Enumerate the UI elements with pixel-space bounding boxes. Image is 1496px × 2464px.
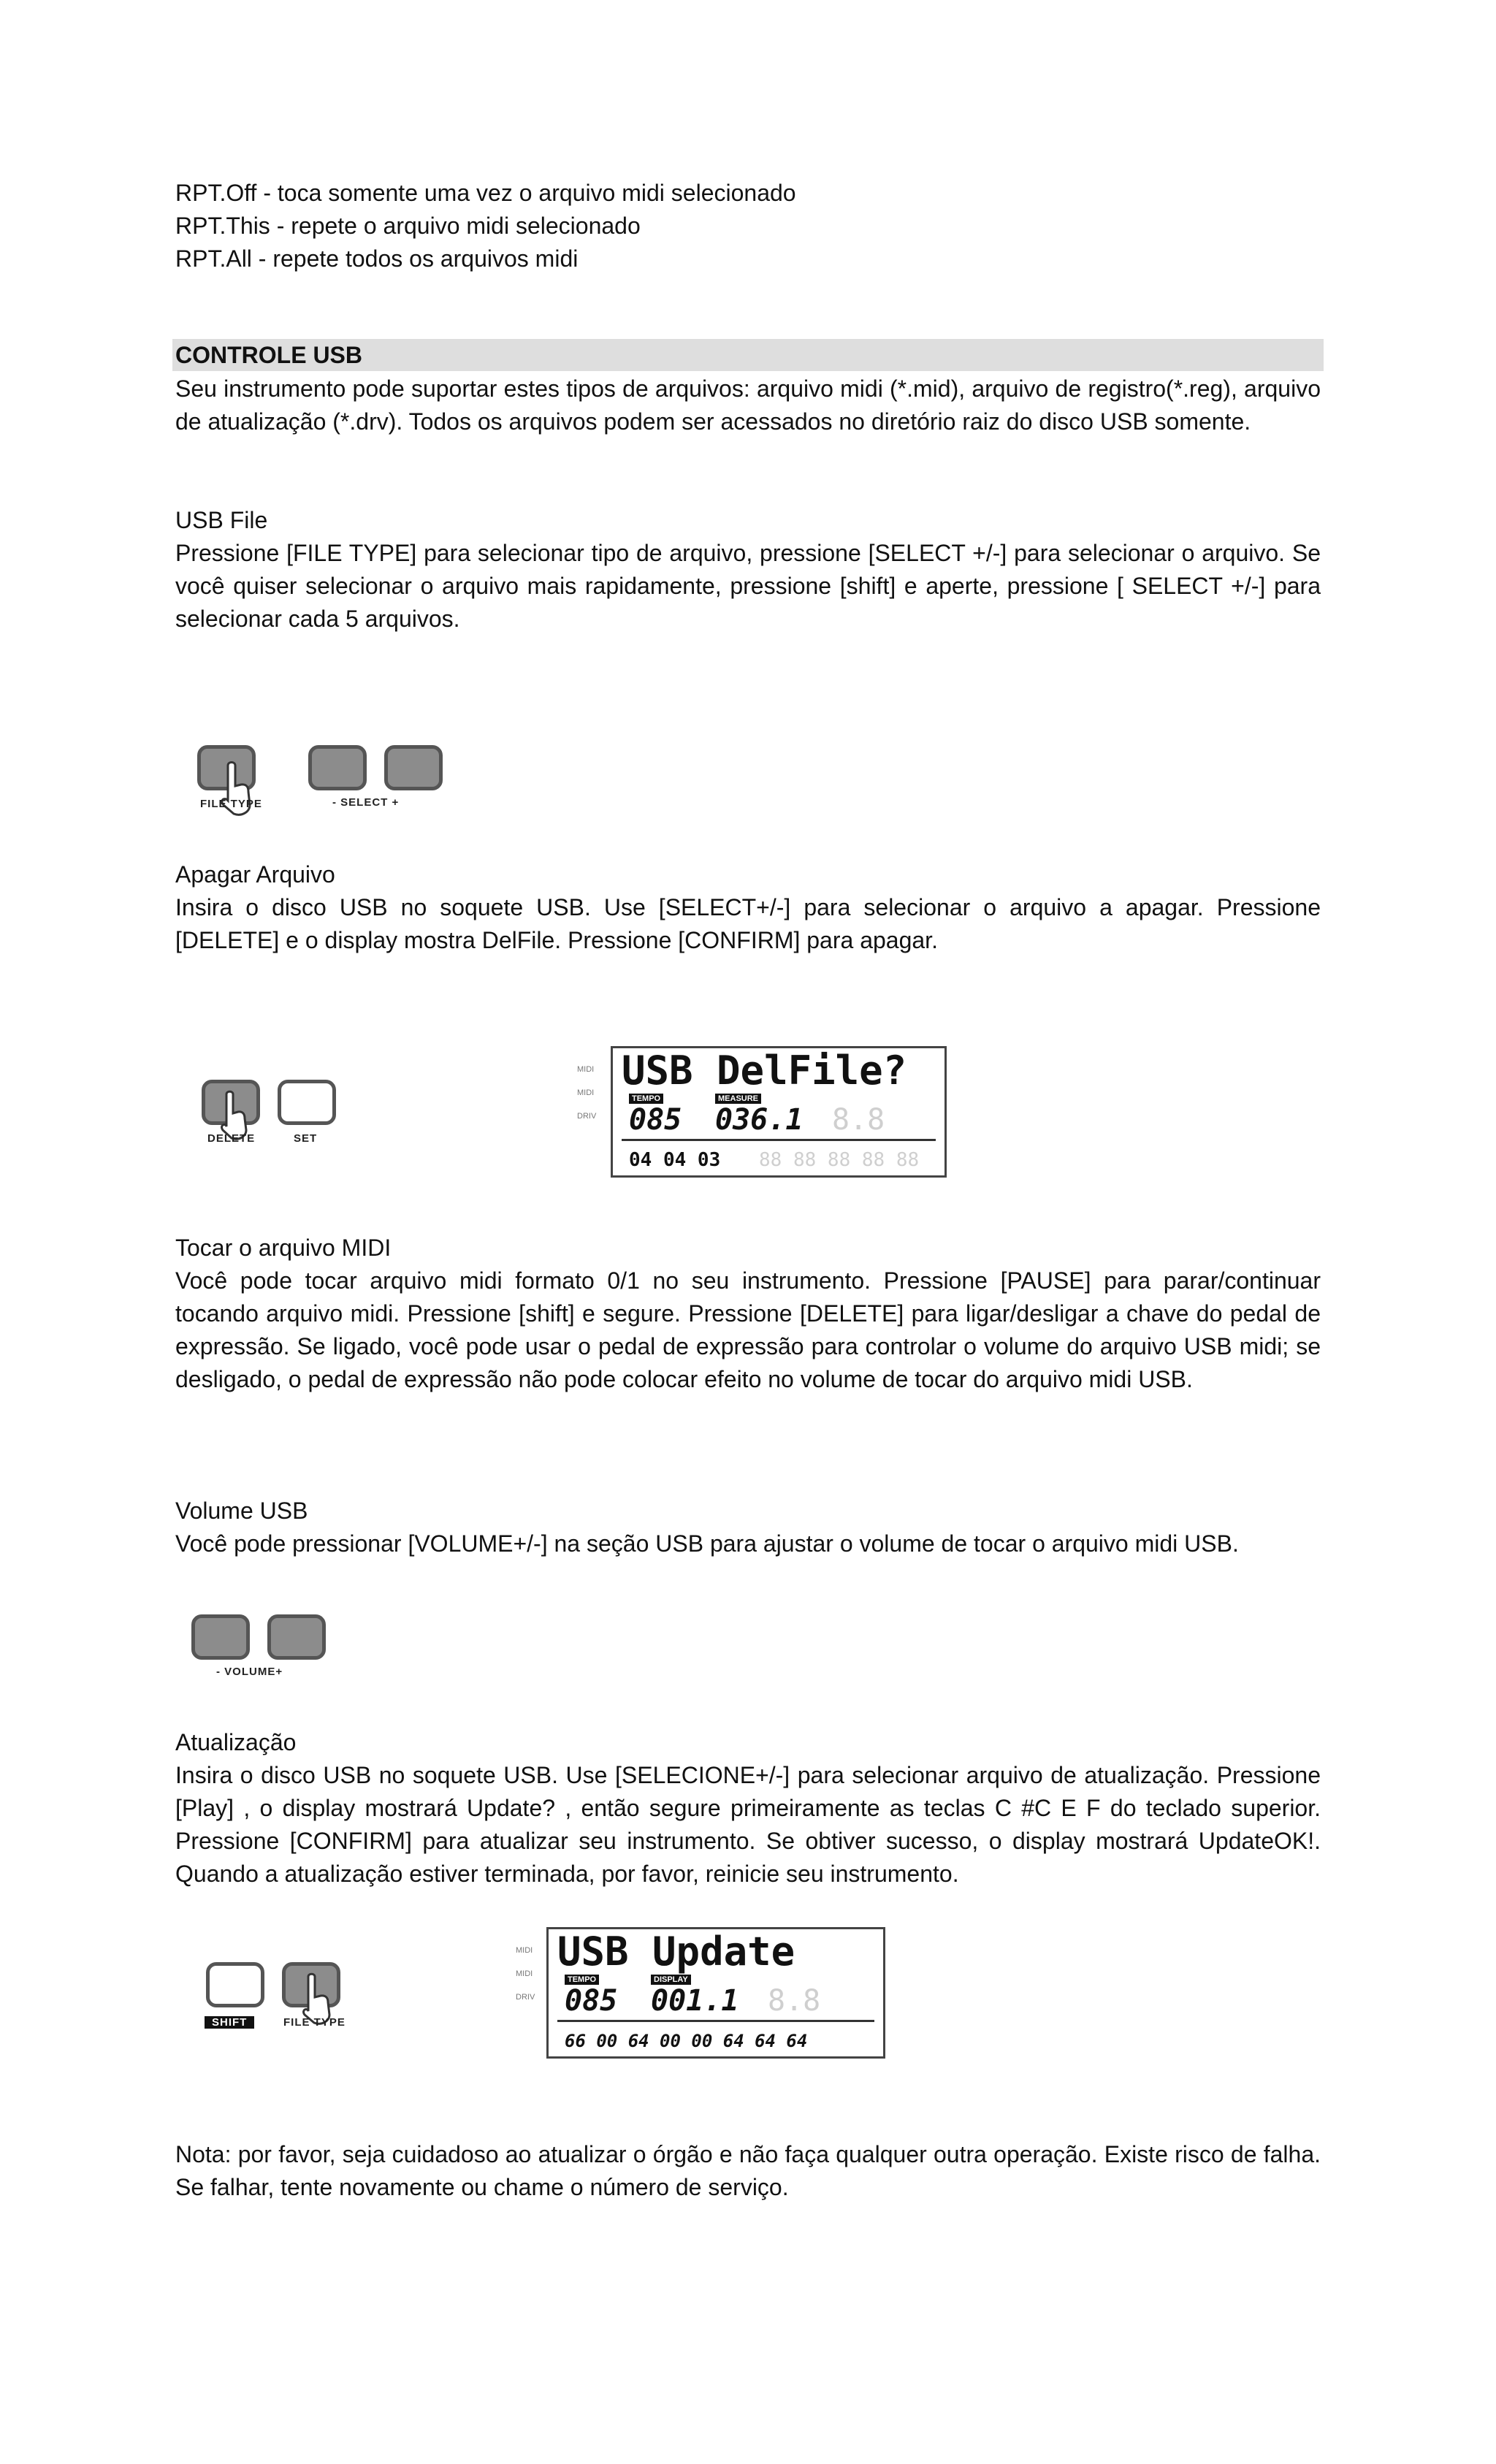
select-plus-button (384, 745, 443, 790)
delete-label: DELETE (207, 1132, 256, 1145)
play-midi-body: Você pode tocar arquivo midi formato 0/1 no seu instrumento. Pressione [PAUSE] para parar/continuar tocando arquivo midi. Pressione [shift] e segure. Pressione [DELETE] para ligar/desligar a chave do pedal de expressão. Se ligado, você pode usar o pedal de expressão para controlar o volume do arquivo USB midi; se desligado, o pedal de expressão não pode colocar efeito no volume de tocar do arquivo midi USB. (175, 1267, 1321, 1392)
lcd-measure-value: 036.1 (715, 1103, 804, 1137)
usb-file-body: Pressione [FILE TYPE] para selecionar tipo de arquivo, pressione [SELECT +/-] para selecionar o arquivo. Se você quiser selecionar o arquivo mais rapidamente, pressione [shift] e aperte, pressione [ SELECT +/-] para selecionar cada 5 arquivos. (175, 540, 1321, 632)
usb-control-intro: Seu instrumento pode suportar estes tipos de arquivos: arquivo midi (*.mid), arquivo de registro(*.reg), arquivo de atualização (*.drv). Todos os arquivos podem ser acessados no diretório raiz do disco USB somente. (175, 375, 1321, 435)
volume-plus-button (267, 1614, 326, 1660)
delete-file-title: Apagar Arquivo (175, 861, 335, 888)
rpt-off-line: RPT.Off - toca somente uma vez o arquivo midi selecionado (175, 180, 796, 206)
section-heading-usb-control: CONTROLE USB (172, 339, 1324, 371)
play-midi-title: Tocar o arquivo MIDI (175, 1235, 392, 1261)
volume-label: - VOLUME+ (216, 1666, 283, 1678)
lcd-side-label: MIDI (577, 1065, 595, 1074)
usb-file-title: USB File (175, 507, 268, 533)
lcd-display-update (546, 1927, 885, 2059)
lcd-side-label: MIDI (577, 1088, 595, 1097)
volume-minus-button (191, 1614, 250, 1660)
rpt-all-line: RPT.All - repete todos os arquivos midi (175, 245, 579, 272)
lcd-ghost-segments: 8.8 (832, 1103, 885, 1137)
lcd-tempo-value: 085 (629, 1103, 682, 1137)
set-label: SET (294, 1132, 318, 1145)
file-type-label: FILE TYPE (200, 798, 262, 810)
lcd-side-label: DRIV (577, 1112, 597, 1121)
lcd-side-label: MIDI (516, 1946, 533, 1955)
lcd-tempo-tag: TEMPO (565, 1975, 599, 1985)
set-button (278, 1080, 336, 1125)
lcd-bottom-row: 66 00 64 00 00 64 64 64 (565, 2031, 808, 2051)
delete-file-body: Insira o disco USB no soquete USB. Use [SELECT+/-] para selecionar o arquivo a apagar. Pressione [DELETE] e o display mostra DelFile. Pressione [CONFIRM] para apagar. (175, 894, 1321, 953)
file-type-label: FILE TYPE (283, 2016, 346, 2029)
lcd-ghost-segments: 8.8 (768, 1984, 821, 2018)
select-minus-button (308, 745, 367, 790)
lcd-measure-tag: DISPLAY (651, 1975, 691, 1985)
lcd-tempo-tag: TEMPO (629, 1094, 663, 1104)
select-label: - SELECT + (332, 796, 400, 809)
note-paragraph: Nota: por favor, seja cuidadoso ao atualizar o órgão e não faça qualquer outra operação. Existe risco de falha. Se falhar, tente novamente ou chame o número de serviço. (175, 2141, 1321, 2200)
shift-label: SHIFT (205, 2016, 254, 2029)
usb-volume-title: Volume USB (175, 1498, 308, 1524)
usb-volume-body: Você pode pressionar [VOLUME+/-] na seção USB para ajustar o volume de tocar o arquivo midi USB. (175, 1530, 1239, 1557)
shift-button (206, 1962, 264, 2007)
lcd-display-delfile (611, 1046, 947, 1178)
lcd-side-label: DRIV (516, 1993, 535, 2002)
lcd-measure-value: 001.1 (651, 1984, 739, 2018)
lcd-side-label: MIDI (516, 1969, 533, 1978)
lcd-measure-tag: MEASURE (715, 1094, 761, 1104)
rpt-this-line: RPT.This - repete o arquivo midi selecionado (175, 213, 641, 239)
lcd-tempo-value: 085 (565, 1984, 618, 2018)
lcd-main-text: USB DelFile? (622, 1048, 907, 1094)
update-title: Atualização (175, 1729, 297, 1755)
update-body: Insira o disco USB no soquete USB. Use [SELECIONE+/-] para selecionar arquivo de atualização. Pressione [Play] , o display mostrará Update? , então segure primeiramente as teclas C #C E F do teclado superior. Pressione [CONFIRM] para atualizar seu instrumento. Se obtiver sucesso, o display mostrará UpdateOK!. Quando a atualização estiver terminada, por favor, reinicie seu instrumento. (175, 1762, 1321, 1887)
lcd-main-text: USB Update (557, 1929, 795, 1975)
lcd-ghost-bottom: 88 88 88 88 88 (759, 1149, 920, 1171)
lcd-bottom-row: 04 04 03 (629, 1149, 721, 1171)
